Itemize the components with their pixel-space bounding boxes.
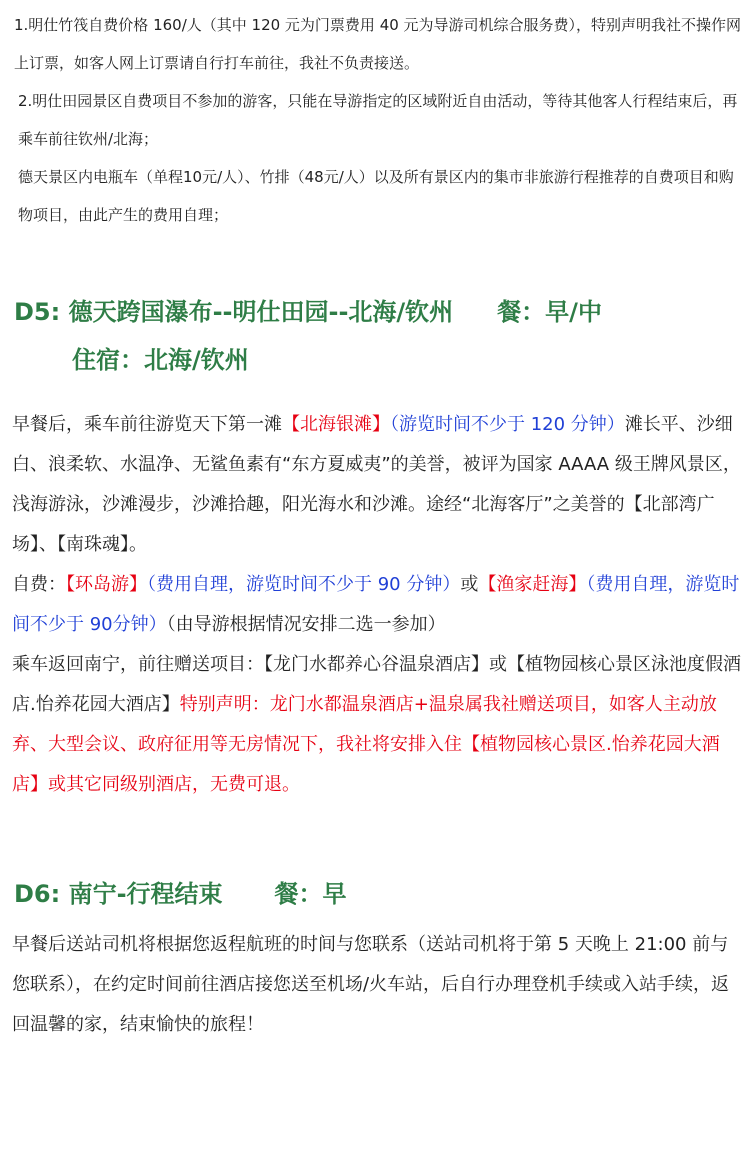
notes-section <box>0 6 750 234</box>
day6-heading <box>14 874 750 914</box>
highlight-duration: （游览时间不少于 120 分钟） <box>390 414 625 435</box>
highlight-special-notice: 特别声明：龙门水都温泉酒店+温泉属我社赠送项目，如客人主动放弃、大型会议、政府征用等无房情况下，我社将安排入住【植物园核心景区.怡养花园大酒店】或其它同级别酒店，无费可退。 <box>12 694 720 795</box>
day5-stay: 住宿：北海/钦州 <box>72 346 249 374</box>
day5-title: D5: 德天跨国瀑布--明仕田园--北海/钦州 <box>14 298 454 326</box>
text-run: 早餐后，乘车前往游览天下第一滩 <box>12 414 282 435</box>
text-run: 乘车返回南宁，前往赠送项目：【龙门水都养心谷温泉酒店】或【植物园核心景区泳池度假酒店.怡养花园大酒店】 <box>12 654 741 715</box>
note-1: 1.明仕竹筏自费价格 160/人（其中 120 元为门票费用 40 元为导游司机综合服务费），特别声明我社不操作网上订票，如客人网上订票请自行打车前往，我社不负责接送。 <box>14 16 742 72</box>
highlight-duration: （费用自理，游览时间不少于 90 分钟） <box>147 574 461 595</box>
day5-heading <box>14 292 750 332</box>
day6-title: D6: 南宁-行程结束 <box>14 880 223 908</box>
text-run: 自费： <box>12 574 66 595</box>
day5-body <box>0 405 750 805</box>
day6-body <box>0 925 750 1045</box>
highlight-beihai-beach: 【北海银滩】 <box>282 414 390 435</box>
text-run: 或 <box>460 574 479 595</box>
day5-meal: 餐：早/中 <box>497 298 602 326</box>
day6-meal: 餐：早 <box>274 880 347 908</box>
day5-para-3 <box>12 645 744 805</box>
day6-para-1: 早餐后送站司机将根据您返程航班的时间与您联系（送站司机将于第 5 天晚上 21:00 前与您联系），在约定时间前往酒店接您送至机场/火车站，后自行办理登机手续或入站手续，返回温馨的家，结束愉快的旅程！ <box>12 934 730 1035</box>
highlight-fishing: 【渔家赶海】 <box>478 574 587 595</box>
highlight-duration: （费用自理，游览时间不少于 90分钟） <box>12 574 740 635</box>
day5-para-1 <box>12 405 744 565</box>
text-run: （由导游根据情况安排二选一参加） <box>166 614 446 635</box>
text-run: 滩长平、沙细白、浪柔软、水温净、无鲨鱼素有“东方夏威夷”的美誉，被评为国家 AAAA 级王牌风景区，浅海游泳，沙滩漫步，沙滩拾趣，阳光海水和沙滩。途经“北海客厅”之美誉的【北部湾广场】、【南珠魂】。 <box>12 414 741 555</box>
day5-para-2 <box>12 565 744 645</box>
highlight-island-tour: 【环岛游】 <box>66 574 147 595</box>
note-2: 2.明仕田园景区自费项目不参加的游客，只能在导游指定的区域附近自由活动，等待其他客人行程结束后，再乘车前往钦州/北海； <box>18 92 738 148</box>
note-3: 德天景区内电瓶车（单程10元/人）、竹排（48元/人）以及所有景区内的集市非旅游行程推荐的自费项目和购物项目，由此产生的费用自理； <box>18 168 734 224</box>
